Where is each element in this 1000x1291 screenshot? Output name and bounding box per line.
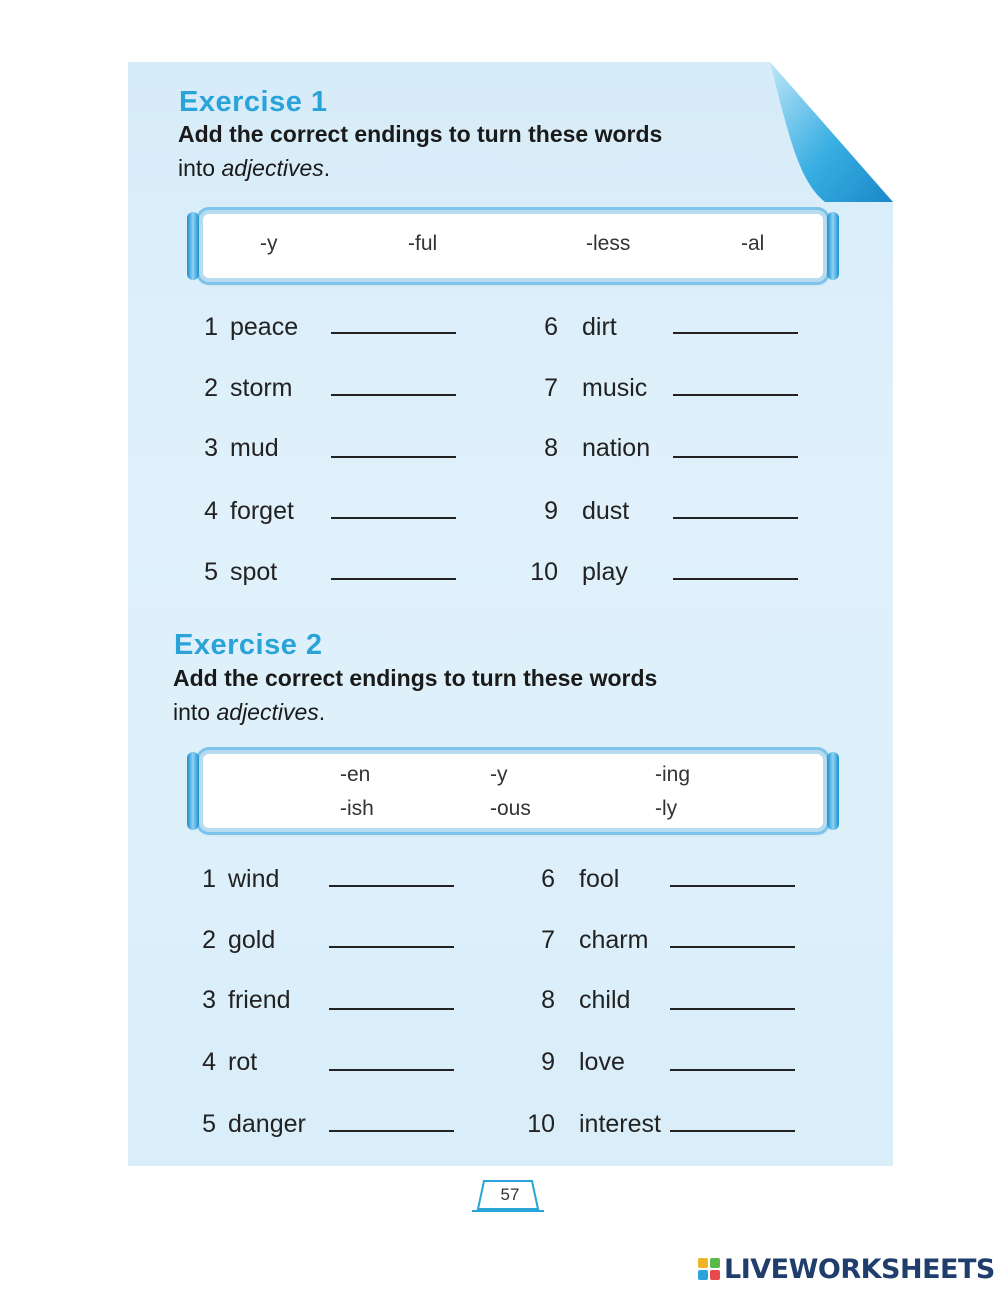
instruction-line-2 bbox=[173, 695, 657, 729]
answer-blank[interactable] bbox=[670, 885, 795, 887]
item-number: 10 bbox=[530, 558, 558, 586]
answer-blank[interactable] bbox=[673, 394, 798, 396]
item-number: 8 bbox=[541, 986, 555, 1014]
instruction-period: . bbox=[323, 155, 331, 181]
answer-blank[interactable] bbox=[329, 1069, 454, 1071]
answer-blank[interactable] bbox=[329, 946, 454, 948]
exercise-1-title: Exercise 1 bbox=[179, 86, 328, 118]
ending-2: -ful bbox=[408, 232, 438, 255]
ending-3: -ing bbox=[655, 763, 691, 786]
instruction-adjectives: adjectives bbox=[216, 699, 319, 725]
item-number: 5 bbox=[204, 558, 218, 586]
item-word: nation bbox=[582, 434, 651, 462]
item-word: peace bbox=[230, 313, 299, 341]
liveworksheets-icon bbox=[698, 1258, 720, 1280]
instruction-into: into bbox=[178, 155, 222, 181]
item-number: 8 bbox=[544, 434, 558, 462]
ending-5: -ous bbox=[490, 797, 531, 820]
item-word: rot bbox=[228, 1048, 258, 1076]
ending-2: -y bbox=[490, 763, 508, 786]
box-cap-left bbox=[187, 212, 199, 280]
item-number: 3 bbox=[204, 434, 218, 462]
page-number bbox=[470, 1175, 542, 1215]
instruction-line-1: Add the correct endings to turn these words bbox=[178, 121, 663, 147]
answer-blank[interactable] bbox=[673, 517, 798, 519]
ending-4: -al bbox=[741, 232, 765, 255]
instruction-adjectives: adjectives bbox=[221, 155, 324, 181]
brand-logo bbox=[698, 1254, 995, 1284]
item-word: dirt bbox=[582, 313, 617, 341]
item-word: interest bbox=[579, 1110, 661, 1138]
answer-blank[interactable] bbox=[331, 394, 456, 396]
answer-blank[interactable] bbox=[673, 456, 798, 458]
answer-blank[interactable] bbox=[329, 1130, 454, 1132]
item-number: 6 bbox=[541, 865, 555, 893]
page-number-text: 57 bbox=[500, 1185, 520, 1204]
instruction-period: . bbox=[318, 699, 326, 725]
item-number: 10 bbox=[527, 1110, 555, 1138]
item-number: 4 bbox=[204, 497, 218, 525]
answer-blank[interactable] bbox=[331, 517, 456, 519]
exercise-2-instruction bbox=[173, 661, 657, 729]
item-word: charm bbox=[579, 926, 649, 954]
answer-blank[interactable] bbox=[331, 578, 456, 580]
item-number: 4 bbox=[202, 1048, 216, 1076]
answer-blank[interactable] bbox=[670, 946, 795, 948]
instruction-line-2 bbox=[178, 151, 662, 185]
item-word: music bbox=[582, 374, 648, 402]
box-cap-right bbox=[827, 752, 839, 830]
ending-6: -ly bbox=[655, 797, 678, 820]
item-word: spot bbox=[230, 558, 278, 586]
page-curl-icon bbox=[770, 62, 893, 202]
box-cap-left bbox=[187, 752, 199, 830]
ending-1: -en bbox=[340, 763, 371, 786]
instruction-into: into bbox=[173, 699, 217, 725]
item-word: forget bbox=[230, 497, 294, 525]
item-number: 1 bbox=[204, 313, 218, 341]
answer-blank[interactable] bbox=[670, 1008, 795, 1010]
item-number: 7 bbox=[544, 374, 558, 402]
ending-3: -less bbox=[586, 232, 631, 255]
item-number: 3 bbox=[202, 986, 216, 1014]
endings-box-1 bbox=[203, 214, 823, 278]
answer-blank[interactable] bbox=[331, 332, 456, 334]
item-word: mud bbox=[230, 434, 279, 462]
exercise-1-instruction bbox=[178, 117, 662, 185]
item-word: wind bbox=[228, 865, 280, 893]
answer-blank[interactable] bbox=[670, 1130, 795, 1132]
item-number: 2 bbox=[202, 926, 216, 954]
ending-4: -ish bbox=[340, 797, 374, 820]
item-number: 9 bbox=[544, 497, 558, 525]
item-number: 1 bbox=[202, 865, 216, 893]
item-word: gold bbox=[228, 926, 276, 954]
item-word: play bbox=[582, 558, 628, 586]
item-number: 5 bbox=[202, 1110, 216, 1138]
answer-blank[interactable] bbox=[673, 332, 798, 334]
item-word: friend bbox=[228, 986, 291, 1014]
exercise-2-title: Exercise 2 bbox=[174, 629, 323, 661]
answer-blank[interactable] bbox=[673, 578, 798, 580]
item-word: love bbox=[579, 1048, 625, 1076]
item-number: 2 bbox=[204, 374, 218, 402]
item-word: danger bbox=[228, 1110, 306, 1138]
answer-blank[interactable] bbox=[331, 456, 456, 458]
ending-1: -y bbox=[260, 232, 278, 255]
brand-name: LIVEWORKSHEETS bbox=[724, 1253, 995, 1285]
item-word: child bbox=[579, 986, 631, 1014]
box-cap-right bbox=[827, 212, 839, 280]
item-number: 9 bbox=[541, 1048, 555, 1076]
answer-blank[interactable] bbox=[670, 1069, 795, 1071]
answer-blank[interactable] bbox=[329, 885, 454, 887]
instruction-line-1: Add the correct endings to turn these words bbox=[173, 665, 658, 691]
item-number: 7 bbox=[541, 926, 555, 954]
answer-blank[interactable] bbox=[329, 1008, 454, 1010]
item-word: dust bbox=[582, 497, 630, 525]
item-word: storm bbox=[230, 374, 293, 402]
item-number: 6 bbox=[544, 313, 558, 341]
item-word: fool bbox=[579, 865, 620, 893]
